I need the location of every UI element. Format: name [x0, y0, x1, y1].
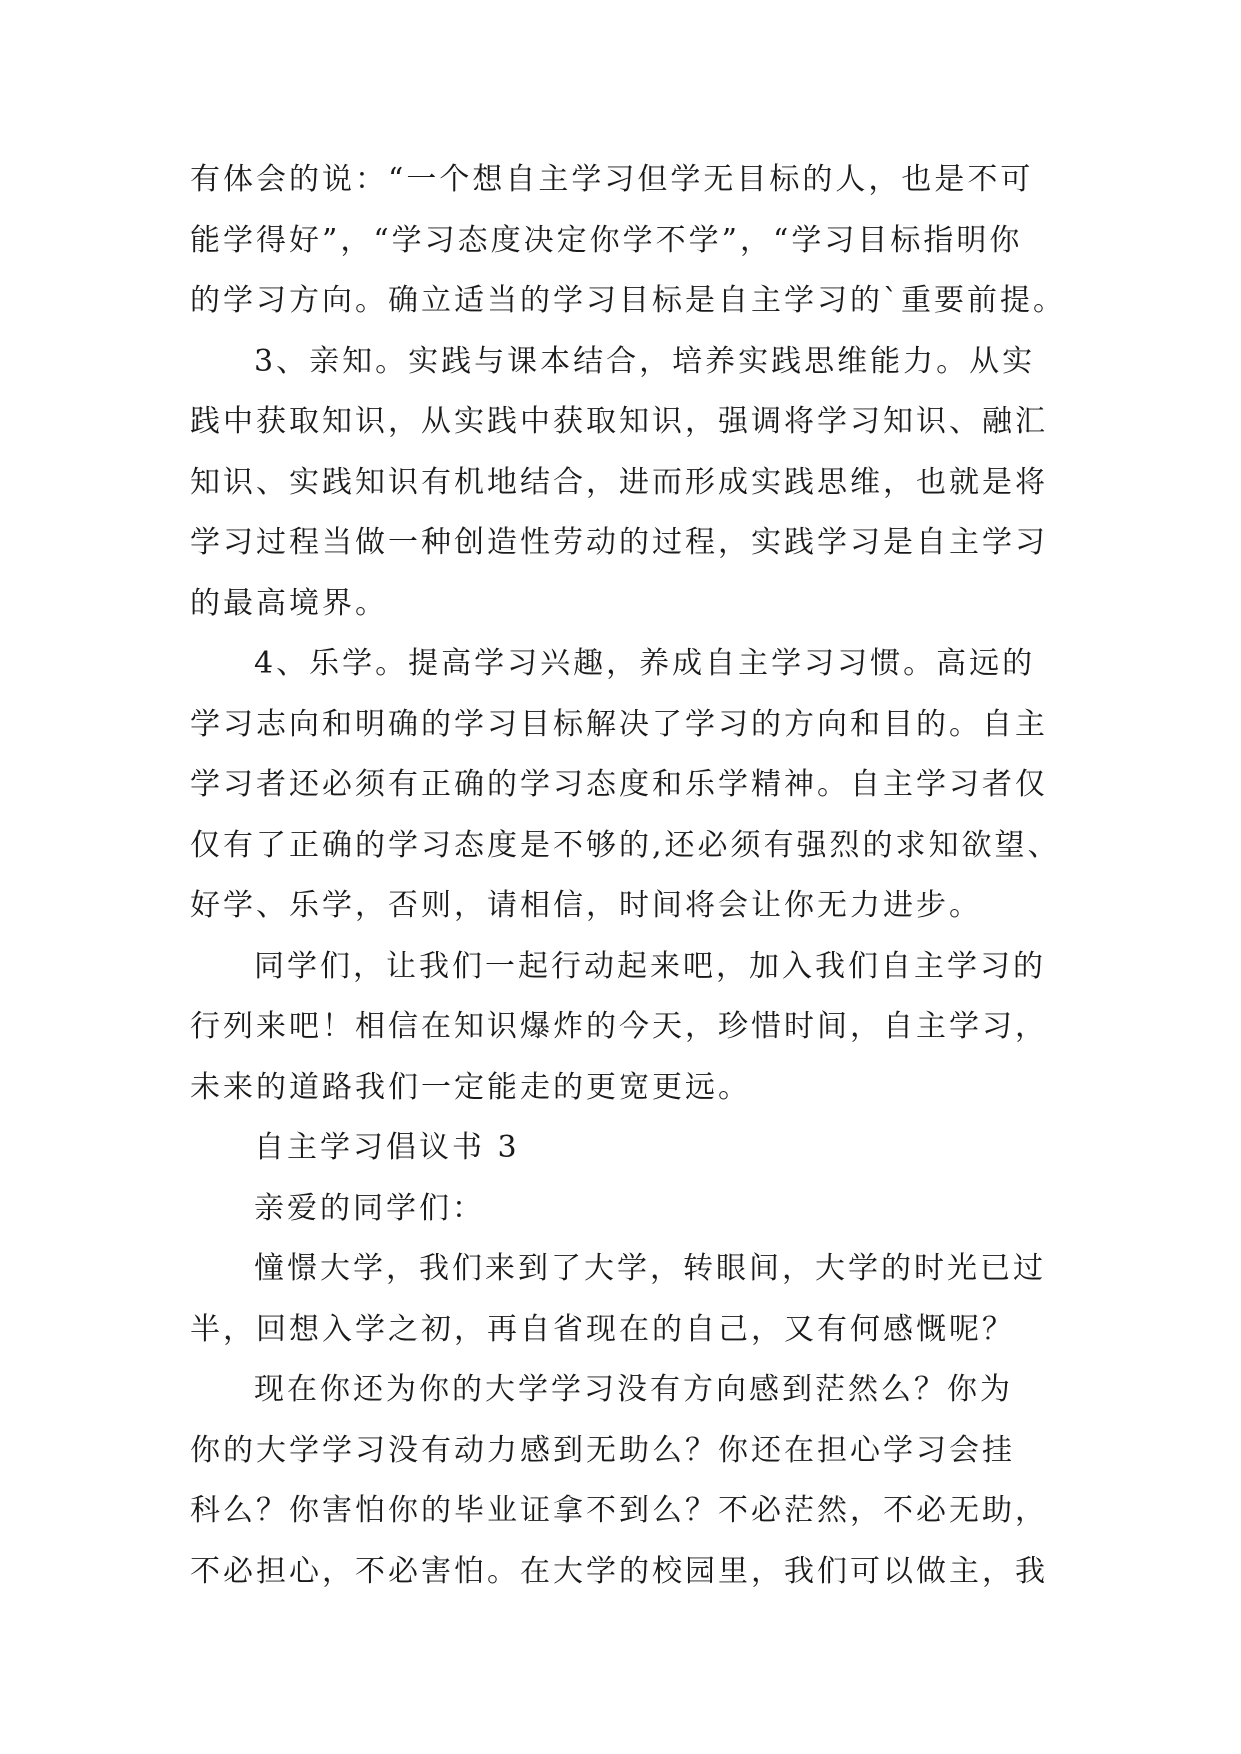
paragraph-start-line: 现在你还为你的大学学习没有方向感到茫然么？你为: [254, 1372, 1013, 1407]
text-line: 知识、实践知识有机地结合，进而形成实践思维，也就是将: [190, 464, 1048, 500]
text-line: 有体会的说：“一个想自主学习但学无目标的人，也是不可: [190, 162, 1034, 197]
section-heading: 自主学习倡议书 3: [254, 1130, 520, 1165]
text-line: 不必担心，不必害怕。在大学的校园里，我们可以做主，我: [190, 1553, 1048, 1589]
text-line: 行列来吧！相信在知识爆炸的今天，珍惜时间，自主学习，: [190, 1009, 1048, 1044]
text-line: 的学习方向。确立适当的学习目标是自主学习的`重要前提。: [190, 283, 1066, 318]
text-line: 践中获取知识，从实践中获取知识，强调将学习知识、融汇: [190, 404, 1048, 439]
text-line: 学习志向和明确的学习目标解决了学习的方向和目的。自主: [190, 706, 1048, 742]
text-line: 未来的道路我们一定能走的更宽更远。: [190, 1069, 751, 1105]
text-line: 学习者还必须有正确的学习态度和乐学精神。自主学习者仅: [190, 767, 1048, 802]
paragraph-start-line: 3、亲知。实践与课本结合，培养实践思维能力。从实: [254, 343, 1036, 379]
text-line: 你的大学学习没有动力感到无助么？你还在担心学习会挂: [190, 1432, 1015, 1468]
text-line: 学习过程当做一种创造性劳动的过程，实践学习是自主学习: [190, 525, 1048, 560]
text-line: 好学、乐学，否则，请相信，时间将会让你无力进步。: [190, 888, 982, 923]
text-line: 半，回想入学之初，再自省现在的自己，又有何感慨呢？: [190, 1311, 1015, 1347]
paragraph-start-line: 憧憬大学，我们来到了大学，转眼间，大学的时光已过: [254, 1251, 1046, 1286]
text-line: 仅有了正确的学习态度是不够的,还必须有强烈的求知欲望、: [190, 827, 1061, 863]
text-line: 能学得好”，“学习态度决定你学不学”，“学习目标指明你: [190, 222, 1023, 258]
text-line: 的最高境界。: [190, 585, 388, 621]
salutation: 亲爱的同学们：: [254, 1190, 485, 1226]
text-line: 科么？你害怕你的毕业证拿不到么？不必茫然，不必无助，: [190, 1493, 1048, 1528]
paragraph-start-line: 4、乐学。提高学习兴趣，养成自主学习习惯。高远的: [254, 646, 1036, 681]
paragraph-start-line: 同学们，让我们一起行动起来吧，加入我们自主学习的: [254, 948, 1046, 984]
document-body: [190, 150, 1066, 1602]
